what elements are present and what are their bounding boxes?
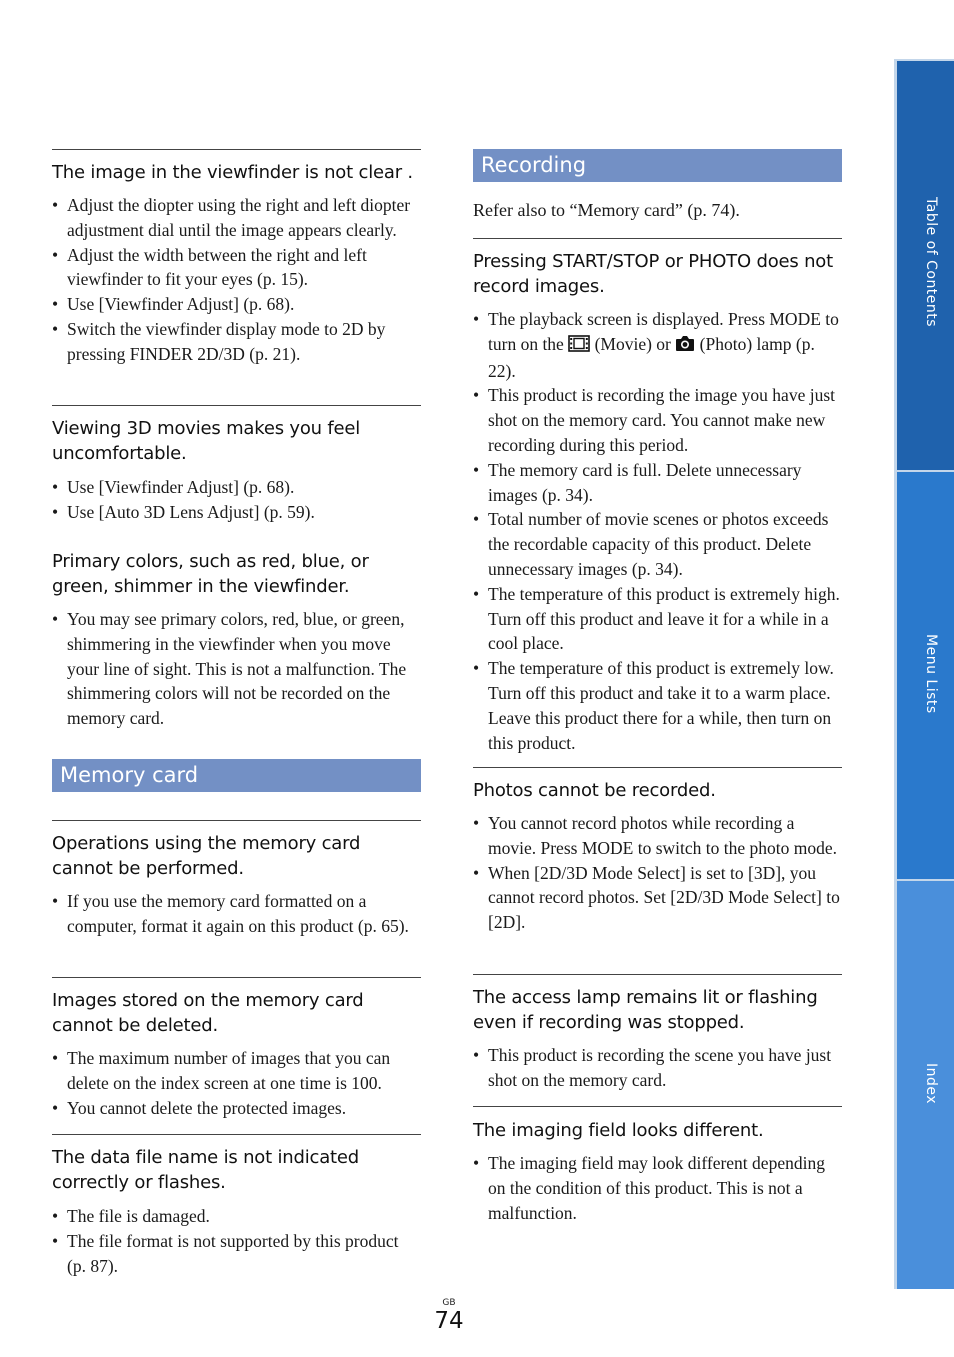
list-item: • Use [Viewfinder Adjust] (p. 68). [52,292,421,317]
list-item: • The temperature of this product is extremely low. Turn off this product and take it to a warm place. Leave this product there for a while, then turn on this product. [473,656,842,755]
bullet-list [473,811,842,935]
list-item: • Use [Viewfinder Adjust] (p. 68). [52,475,421,500]
list-item: • Adjust the diopter using the right and left diopter adjustment dial until the image appears clearly. [52,193,421,243]
bullet-list [52,475,421,525]
list-item: • If you use the memory card formatted on a computer, format it again on this product (p. 65). [52,889,421,939]
bullet-list [473,1151,842,1225]
list-item: • The maximum number of images that you can delete on the index screen at one time is 100. [52,1046,421,1096]
list-item: • Total number of movie scenes or photos exceeds the recordable capacity of this product. Delete unnecessary images (p. 34). [473,507,842,581]
tab-table-of-contents[interactable] [894,59,954,470]
tab-index[interactable] [894,879,954,1289]
section-heading: The imaging field looks different. [473,1120,764,1141]
list-item: • Adjust the width between the right and left viewfinder to fit your eyes (p. 15). [52,243,421,293]
list-item: • The temperature of this product is extremely high. Turn off this product and leave it for a while in a cool place. [473,582,842,656]
text-fragment: (Photo) lamp (p. 22). [488,333,815,381]
list-item: • The file is damaged. [52,1204,421,1229]
section-heading: The data file name is not indicated correctly or flashes. [52,1147,359,1193]
text-fragment: The playback screen is displayed. Press MODE to turn on the [488,309,839,354]
section-heading: Images stored on the memory card cannot be deleted. [52,990,364,1036]
section-divider [52,405,421,406]
bullet-list [473,1043,842,1093]
section-divider [473,1106,842,1107]
camera-icon [675,334,695,359]
refer-also-text: Refer also to “Memory card” (p. 74). [473,200,740,220]
list-item: • This product is recording the scene you have just shot on the memory card. [473,1043,842,1093]
tab-label: Menu Lists [923,634,939,714]
section-divider [473,974,842,975]
list-item: • Switch the viewfinder display mode to 2D by pressing FINDER 2D/3D (p. 21). [52,317,421,367]
bullet-list [52,1204,421,1278]
tab-label: Table of Contents [923,197,939,328]
list-item: • You may see primary colors, red, blue, or green, shimmering in the viewfinder when you move your line of sight. This is not a malfunction. The shimmering colors will not be recorded on the memory card. [52,607,421,731]
list-item: • When [2D/3D Mode Select] is set to [3D], you cannot record photos. Set [2D/3D Mode Select] to [2D]. [473,861,842,935]
region-code: GB [442,1298,456,1308]
section-title-recording: Recording [473,149,842,182]
text-fragment: (Movie) or [590,333,676,354]
list-item: • You cannot record photos while recording a movie. Press MODE to switch to the photo mode. [473,811,842,861]
section-heading: Operations using the memory card cannot be performed. [52,833,361,879]
page-number-value: 74 [434,1308,464,1334]
list-item: • The memory card is full. Delete unnecessary images (p. 34). [473,458,842,508]
section-title-memory-card: Memory card [52,759,421,792]
section-heading: Primary colors, such as red, blue, or green, shimmer in the viewfinder. [52,551,369,597]
bullet-list [52,607,421,731]
bullet-list [52,1046,421,1120]
section-heading: Pressing START/STOP or PHOTO does not record images. [473,251,833,297]
tab-label: Index [923,1063,939,1105]
list-item: • The imaging field may look different depending on the condition of this product. This is not a malfunction. [473,1151,842,1225]
list-item: • The file format is not supported by this product (p. 87). [52,1229,421,1279]
section-divider [52,1134,421,1135]
section-divider [52,820,421,821]
bullet-list [52,889,421,939]
section-heading: Viewing 3D movies makes you feel uncomfortable. [52,418,361,464]
section-divider [52,149,421,150]
section-heading: The access lamp remains lit or flashing even if recording was stopped. [473,987,818,1033]
page-number [434,1298,464,1334]
section-divider [473,767,842,768]
list-item: • Use [Auto 3D Lens Adjust] (p. 59). [52,500,421,525]
bullet-list [52,193,421,367]
tab-menu-lists[interactable] [894,470,954,879]
section-heading: Photos cannot be recorded. [473,780,716,801]
section-divider [473,238,842,239]
bullet-list [473,307,842,755]
list-item: • You cannot delete the protected images. [52,1096,421,1121]
section-divider [52,977,421,978]
list-item: • This product is recording the image you have just shot on the memory card. You cannot make new recording during this period. [473,383,842,457]
section-heading: The image in the viewfinder is not clear . [52,162,413,183]
movie-icon [568,334,590,359]
list-item [473,307,842,383]
